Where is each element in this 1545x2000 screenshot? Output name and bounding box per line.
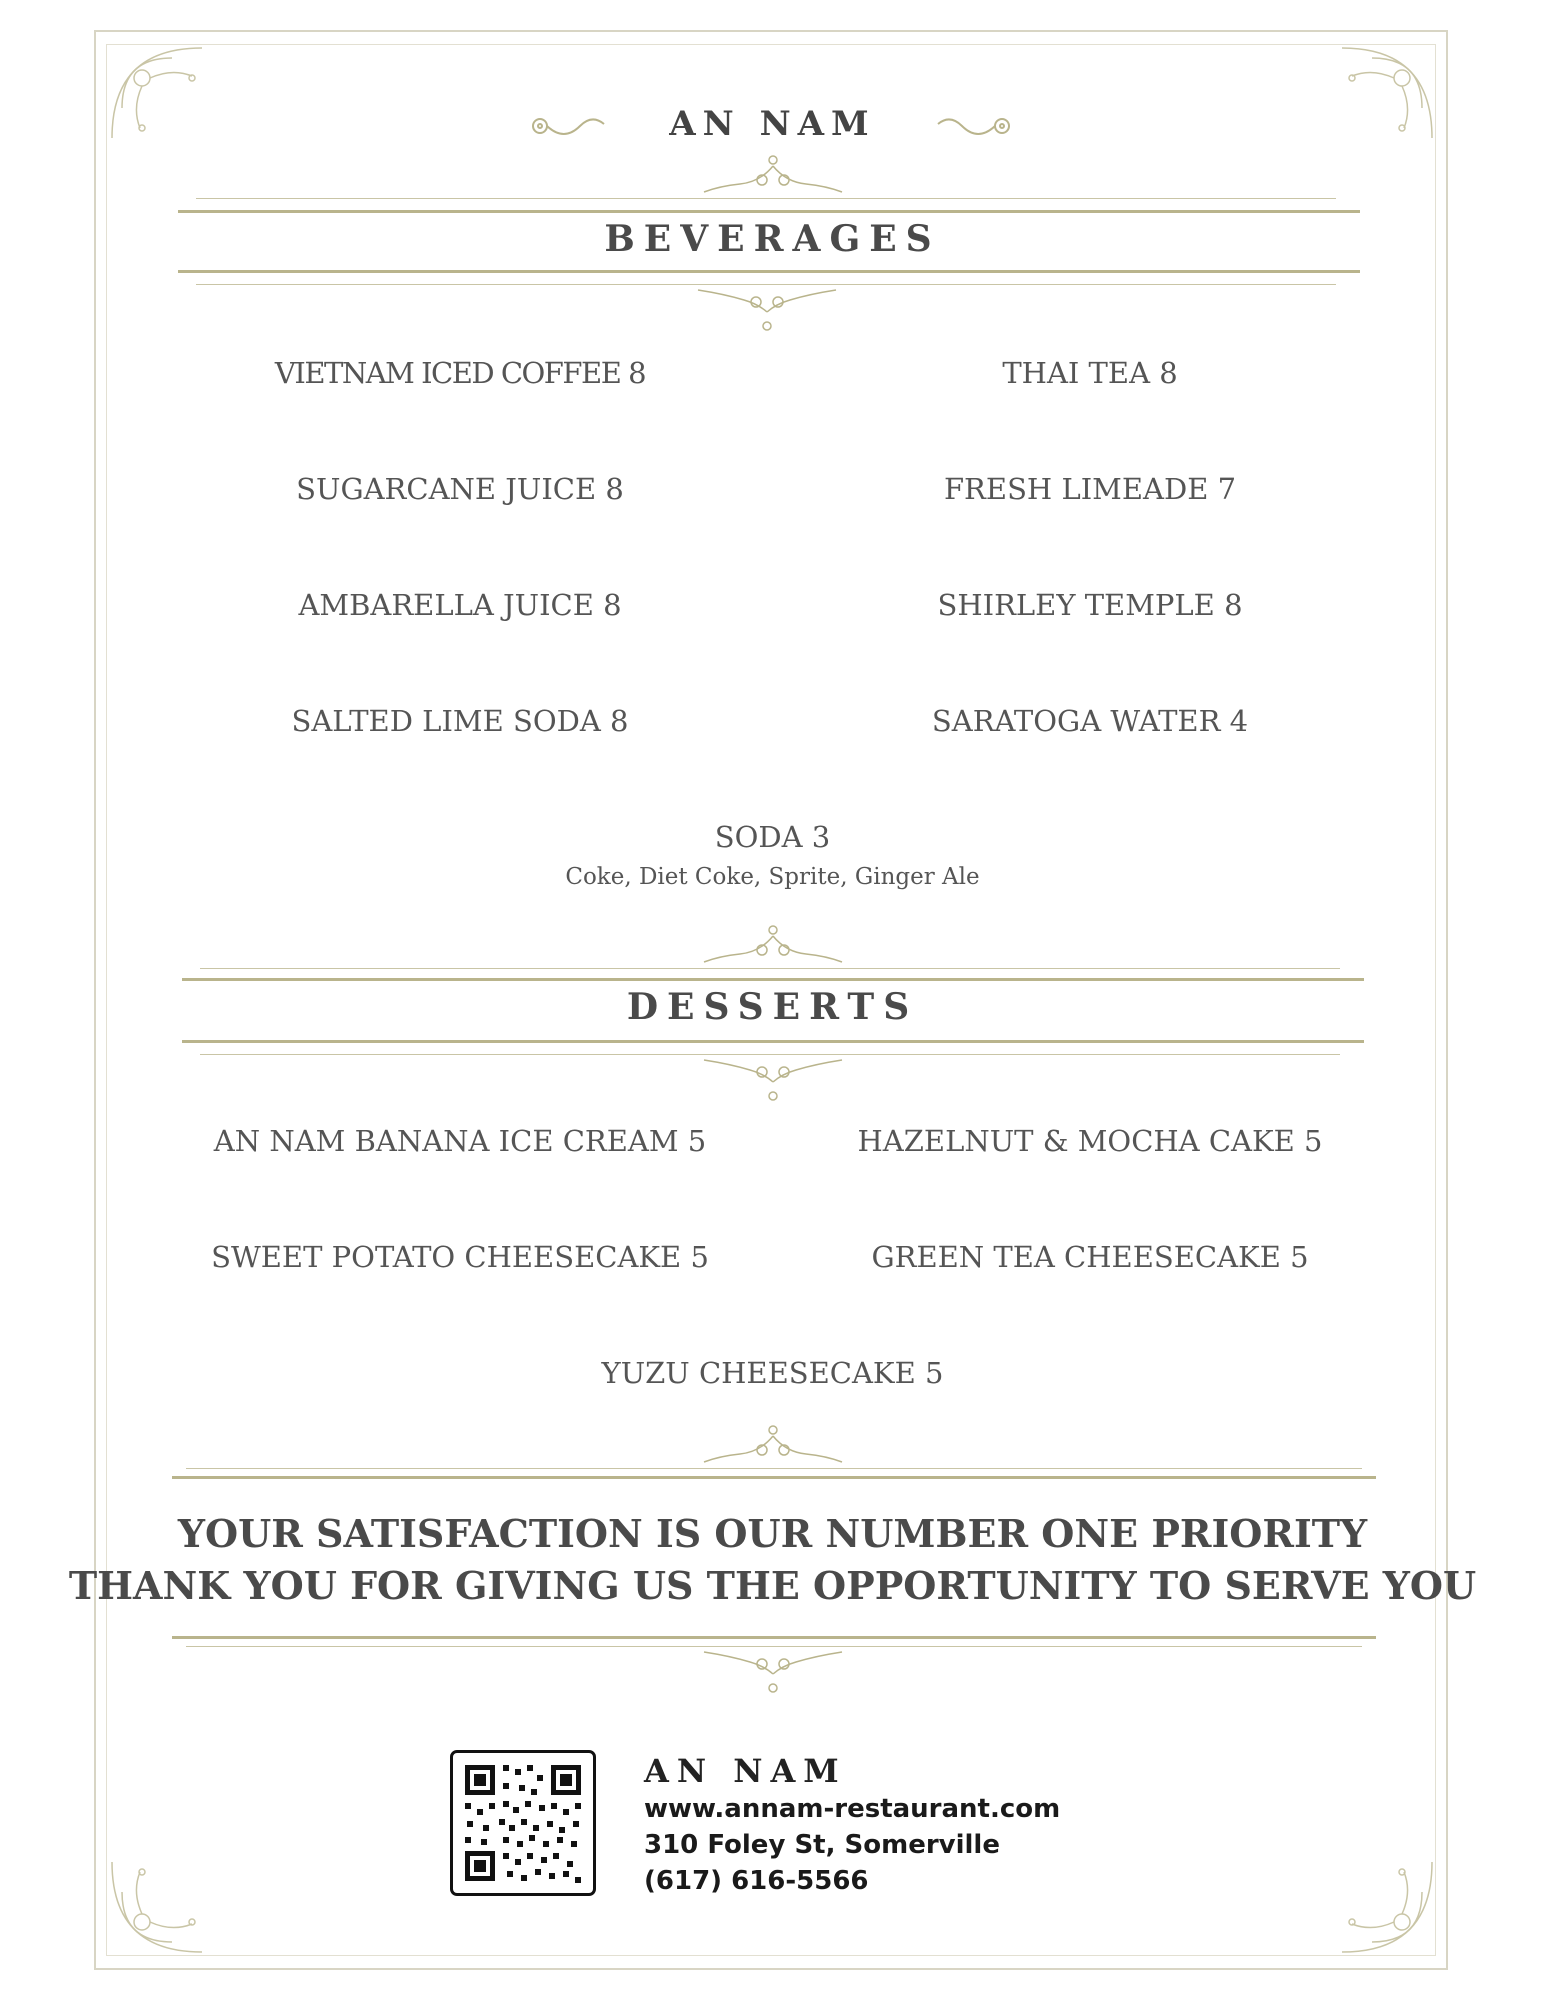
menu-item: VIETNAM ICED COFFEE 8 bbox=[274, 356, 646, 390]
divider-thin bbox=[196, 198, 1336, 199]
beverages-section-title: BEVERAGES bbox=[604, 218, 941, 260]
divider-thick bbox=[182, 1040, 1364, 1043]
menu-item: FRESH LIMEADE 7 bbox=[943, 472, 1237, 506]
menu-item: GREEN TEA CHEESECAKE 5 bbox=[871, 1240, 1309, 1274]
divider-thin bbox=[200, 1054, 1340, 1055]
divider-thick bbox=[178, 210, 1360, 213]
menu-item: SUGARCANE JUICE 8 bbox=[296, 472, 624, 506]
ornament-top-icon bbox=[700, 1422, 846, 1468]
divider-thick bbox=[172, 1476, 1376, 1479]
menu-item: SHIRLEY TEMPLE 8 bbox=[937, 588, 1243, 622]
menu-item: SALTED LIME SODA 8 bbox=[291, 704, 629, 738]
closing-line-1: YOUR SATISFACTION IS OUR NUMBER ONE PRIORITY bbox=[177, 1511, 1368, 1556]
corner-flourish-icon bbox=[102, 1852, 212, 1962]
menu-item: THAI TEA 8 bbox=[1002, 356, 1178, 390]
ornament-top-icon bbox=[700, 152, 846, 198]
qr-code-icon bbox=[453, 1753, 593, 1893]
menu-item: SARATOGA WATER 4 bbox=[931, 704, 1249, 738]
contact-phone[interactable]: (617) 616-5566 bbox=[644, 1866, 869, 1896]
menu-item: AMBARELLA JUICE 8 bbox=[298, 588, 622, 622]
divider-thin bbox=[186, 1646, 1362, 1647]
divider-thin bbox=[196, 284, 1336, 285]
divider-thick bbox=[182, 978, 1364, 981]
qr-code[interactable] bbox=[450, 1750, 596, 1896]
ornament-bottom-icon bbox=[700, 1648, 846, 1694]
contact-website-link[interactable]: www.annam-restaurant.com bbox=[644, 1794, 1061, 1824]
divider-thin bbox=[186, 1468, 1362, 1469]
divider-thick bbox=[172, 1636, 1376, 1639]
corner-flourish-icon bbox=[1332, 1852, 1442, 1962]
closing-line-2: THANK YOU FOR GIVING US THE OPPORTUNITY TO SERVE YOU bbox=[68, 1563, 1477, 1608]
divider-thick bbox=[178, 270, 1360, 273]
ornament-bottom-icon bbox=[700, 1056, 846, 1102]
swirl-right-icon bbox=[934, 108, 1018, 144]
divider-thin bbox=[200, 968, 1340, 969]
menu-item: SWEET POTATO CHEESECAKE 5 bbox=[211, 1240, 709, 1274]
ornament-bottom-icon bbox=[694, 286, 840, 332]
menu-item: HAZELNUT & MOCHA CAKE 5 bbox=[857, 1124, 1323, 1158]
desserts-section-title: DESSERTS bbox=[626, 986, 919, 1028]
soda-item: SODA 3 bbox=[714, 820, 831, 854]
restaurant-name-title: AN NAM bbox=[669, 104, 876, 144]
menu-item: YUZU CHEESECAKE 5 bbox=[601, 1356, 944, 1390]
menu-item: AN NAM BANANA ICE CREAM 5 bbox=[213, 1124, 707, 1158]
contact-restaurant-name: AN NAM bbox=[644, 1752, 847, 1790]
contact-address: 310 Foley St, Somerville bbox=[644, 1830, 1000, 1860]
soda-options-note: Coke, Diet Coke, Sprite, Ginger Ale bbox=[565, 864, 980, 890]
ornament-top-icon bbox=[700, 922, 846, 968]
